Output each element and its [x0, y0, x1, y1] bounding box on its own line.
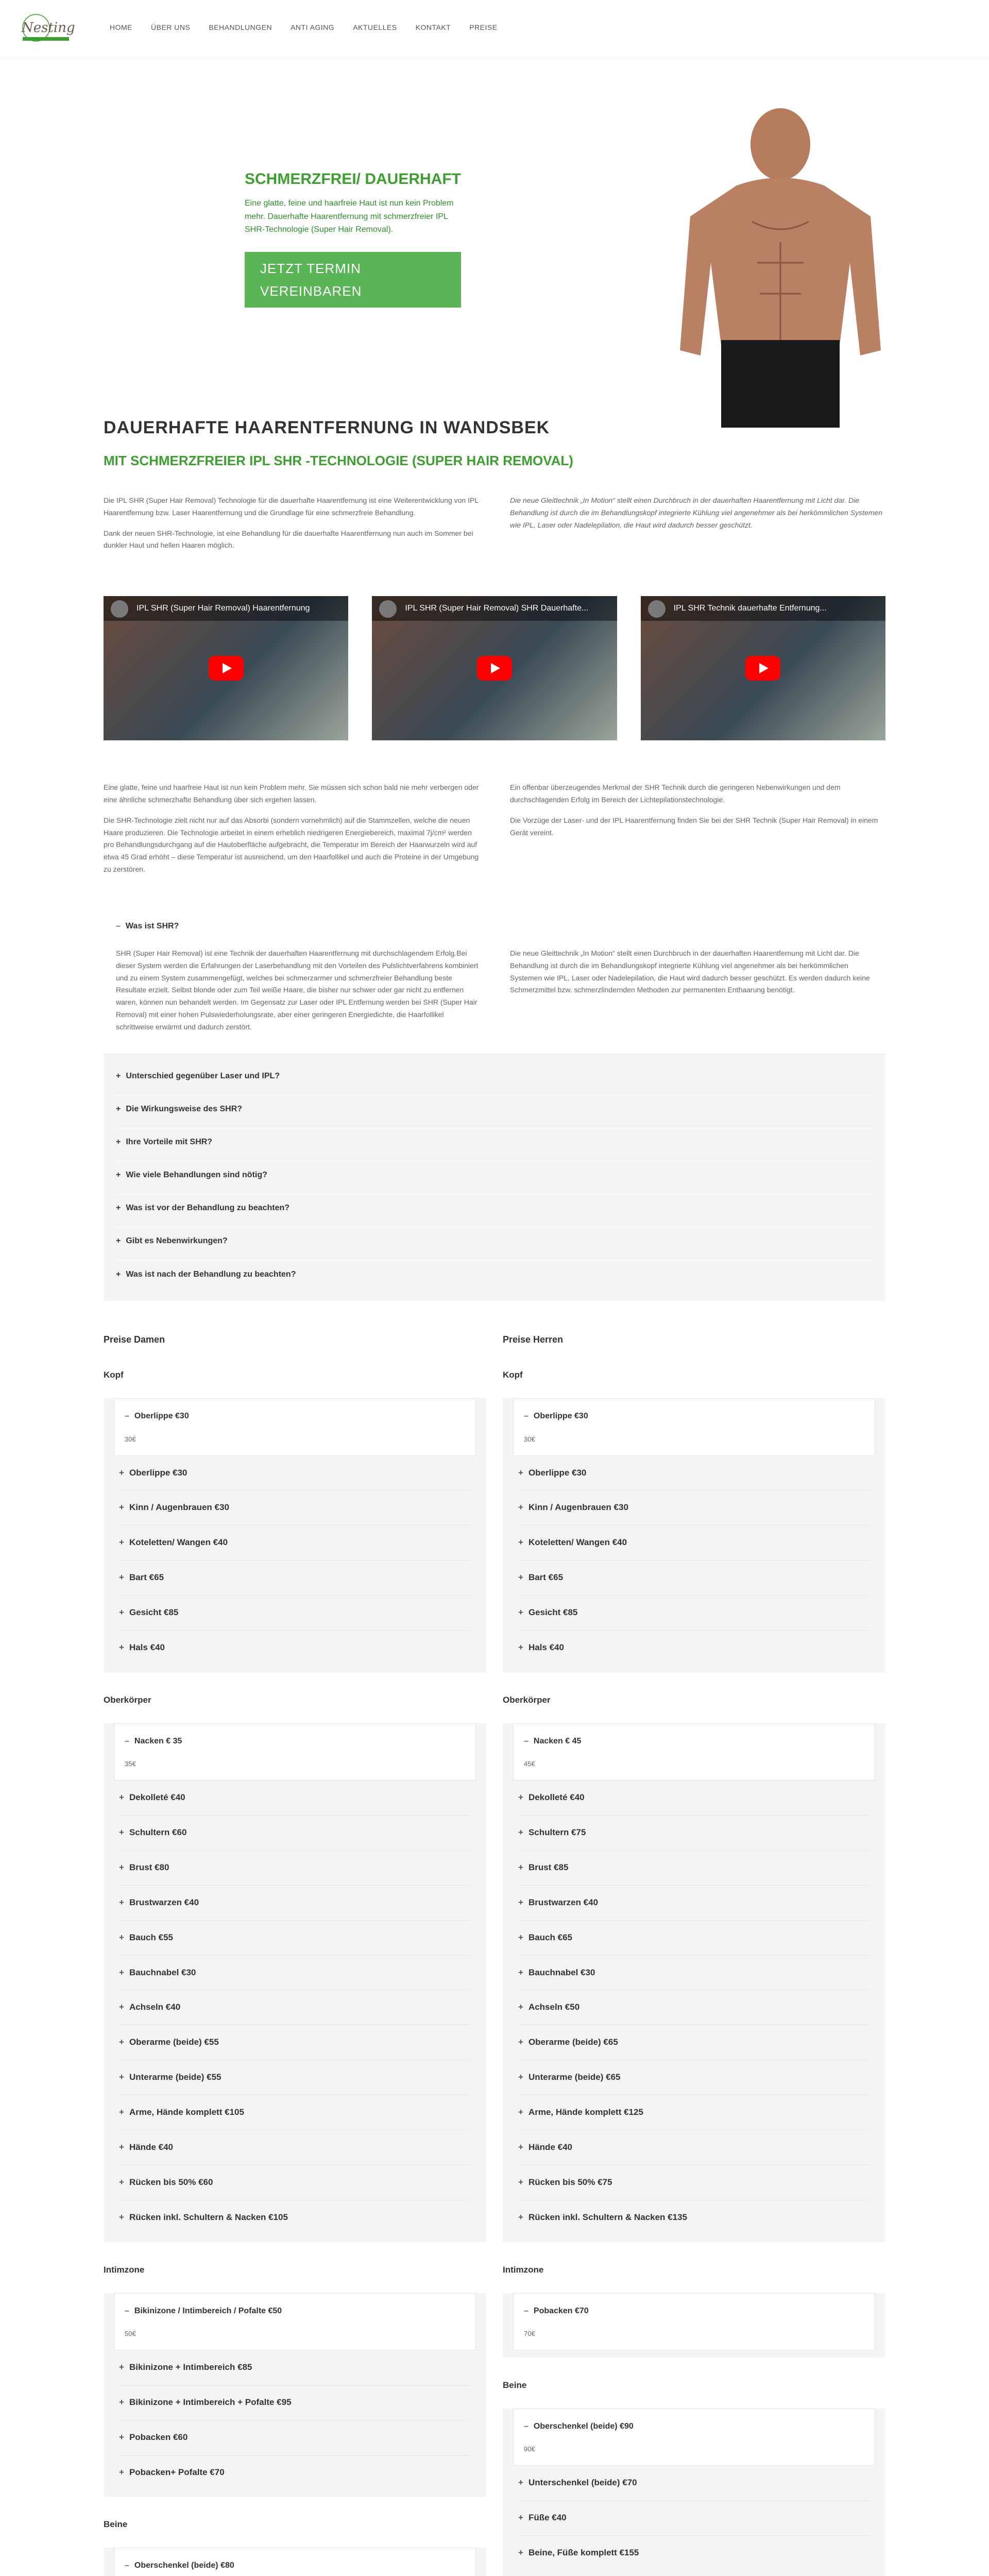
price-item-label: Schultern €60	[129, 1827, 187, 1837]
faq-open-item	[104, 910, 885, 1055]
price-item[interactable]	[518, 1816, 870, 1851]
faq-question: Was ist vor der Behandlung zu beachten?	[126, 1204, 290, 1213]
price-item[interactable]	[119, 1816, 471, 1851]
price-item-label: Koteletten/ Wangen €40	[528, 1537, 627, 1548]
price-section-title: Beine	[104, 2519, 128, 2530]
minus-icon: –	[125, 1412, 129, 1421]
faq-item[interactable]	[114, 1258, 875, 1291]
minus-icon: –	[116, 921, 121, 930]
plus-icon: +	[518, 1862, 523, 1872]
price-item-label: Rücken inkl. Schultern & Nacken €135	[528, 2212, 687, 2222]
price-item-label: Kinn / Augenbrauen €30	[129, 1502, 229, 1513]
faq-open-header[interactable]	[104, 910, 885, 942]
plus-icon: +	[119, 2037, 124, 2047]
price-item[interactable]	[518, 1456, 870, 1491]
price-item-label: Unterschenkel (beide) €70	[528, 2478, 637, 2488]
price-open-item	[114, 1398, 476, 1455]
price-item[interactable]	[119, 2420, 471, 2455]
logo-text: Nesting	[22, 20, 75, 36]
price-item-label: Oberlippe €30	[528, 1467, 587, 1478]
plus-icon: +	[119, 1827, 124, 1837]
price-item-label: Beine, Füße komplett €155	[528, 2547, 639, 2557]
faq-item[interactable]	[114, 1060, 875, 1093]
plus-icon: +	[119, 1502, 124, 1513]
plus-icon: +	[119, 1862, 124, 1872]
price-item[interactable]	[518, 2165, 870, 2200]
price-item-label: Achseln €40	[129, 2002, 181, 2012]
price-item-label: Bikinizone / Intimbereich / Pofalte €50	[134, 2306, 282, 2315]
plus-icon: +	[518, 2547, 523, 2557]
minus-icon: –	[524, 1412, 528, 1421]
price-open-item	[513, 1723, 875, 1781]
price-column-damen	[104, 1321, 486, 2576]
price-item[interactable]	[119, 1490, 471, 1526]
price-item-label: Bauchnabel €30	[129, 1967, 196, 1977]
price-item-label: Dekolleté €40	[129, 1792, 185, 1803]
book-appointment-button[interactable]: JETZT TERMIN VEREINBAREN	[245, 252, 461, 308]
price-accordion	[104, 2548, 486, 2576]
price-item[interactable]	[119, 1561, 471, 1596]
price-item[interactable]	[119, 2095, 471, 2130]
price-item[interactable]	[119, 1596, 471, 1631]
price-accordion	[503, 2409, 885, 2576]
price-item-label: Bikinizone + Intimbereich + Pofalte €95	[129, 2397, 292, 2407]
price-value: 50€	[125, 2329, 136, 2337]
plus-icon: +	[119, 1792, 124, 1803]
faq-item[interactable]	[114, 1159, 875, 1192]
price-item-label: Hals €40	[528, 1642, 564, 1653]
faq-accordion	[104, 910, 885, 1301]
plus-icon: +	[119, 1467, 124, 1478]
price-item[interactable]	[518, 1490, 870, 1526]
price-item-label: Füße €40	[528, 2512, 567, 2522]
plus-icon: +	[119, 2142, 124, 2153]
price-item-label: Unterarme (beide) €55	[129, 2072, 221, 2082]
faq-item[interactable]	[114, 1126, 875, 1159]
price-item[interactable]	[518, 2200, 870, 2235]
play-icon[interactable]	[477, 656, 512, 681]
price-item-label: Pobacken+ Pofalte €70	[129, 2467, 225, 2477]
price-open-header[interactable]	[514, 2409, 875, 2444]
menu-home[interactable]: HOME	[110, 23, 132, 31]
price-section-title: Intimzone	[104, 2264, 145, 2275]
price-item-label: Oberschenkel (beide) €90	[533, 2421, 634, 2431]
plus-icon: +	[116, 1171, 121, 1180]
price-item-label: Gesicht €85	[528, 1607, 578, 1618]
minus-icon: –	[125, 2561, 129, 2570]
minus-icon: –	[524, 1736, 528, 1745]
price-open-item	[513, 2293, 875, 2350]
menu-behandlungen[interactable]: BEHANDLUNGEN	[209, 23, 272, 31]
price-item[interactable]	[518, 2466, 870, 2501]
plus-icon: +	[116, 1204, 121, 1213]
price-item-label: Pobacken €70	[533, 2306, 589, 2315]
price-item[interactable]	[518, 1921, 870, 1956]
plus-icon: +	[518, 2107, 523, 2117]
price-item[interactable]	[518, 2060, 870, 2095]
minus-icon: –	[125, 1736, 129, 1745]
price-item-label: Bauchnabel €30	[528, 1967, 595, 1977]
youtube-video[interactable]	[372, 596, 617, 740]
faq-question: Was ist nach der Behandlung zu beachten?	[126, 1269, 296, 1279]
plus-icon: +	[119, 2072, 124, 2082]
plus-icon: +	[119, 2397, 124, 2407]
hero-section	[0, 57, 989, 376]
plus-icon: +	[116, 1071, 121, 1080]
video-title: IPL SHR (Super Hair Removal) Haarentfernung	[104, 596, 348, 621]
intro-paragraph: Die neue Gleittechnik „In Motion“ stellt einen Durchbruch in der dauerhaften Haarentfernung mit Licht dar. Die Behandlung ist durch die im Behandlungskopf integrierte Kühlung viel angenehmer als bei herkömmlichen Systemen wie IPL, Laser oder Nadelepilation, die Haut wird dadurch besser geschützt.	[510, 496, 882, 529]
faq-question: Die Wirkungsweise des SHR?	[126, 1104, 243, 1113]
price-item-label: Bart €65	[129, 1572, 164, 1583]
faq-item[interactable]	[114, 1225, 875, 1258]
plus-icon: +	[119, 2467, 124, 2477]
price-item[interactable]	[518, 1956, 870, 1991]
price-item[interactable]	[119, 1456, 471, 1491]
plus-icon: +	[518, 2478, 523, 2488]
youtube-video[interactable]	[641, 596, 885, 740]
price-item-label: Brust €80	[129, 1862, 169, 1872]
hero-title: SCHMERZFREI/ DAUERHAFT	[245, 171, 461, 188]
hero-description: Eine glatte, feine und haarfreie Haut ist nun kein Problem mehr. Dauerhafte Haarentfernung mit schmerzfreier IPL SHR-Technologie (Super Hair Removal).	[245, 199, 454, 234]
price-lists	[104, 1321, 885, 2576]
price-item[interactable]	[518, 2501, 870, 2536]
price-open-item	[114, 2293, 476, 2350]
price-open-header[interactable]	[514, 1399, 875, 1433]
plus-icon: +	[119, 1932, 124, 1942]
price-item[interactable]	[518, 1526, 870, 1561]
price-accordion	[104, 1398, 486, 1672]
price-item-label: Dekolleté €40	[528, 1792, 585, 1803]
price-item[interactable]	[119, 2385, 471, 2420]
price-item-label: Bauch €65	[528, 1932, 572, 1942]
price-item[interactable]	[119, 1921, 471, 1956]
price-item[interactable]	[518, 1561, 870, 1596]
price-item-label: Brust €85	[528, 1862, 569, 1872]
price-section-title: Oberkörper	[104, 1694, 151, 1705]
price-accordion	[503, 1723, 885, 2242]
price-item[interactable]	[518, 2095, 870, 2130]
price-item-label: Nacken € 35	[134, 1736, 182, 1745]
minus-icon: –	[524, 2306, 528, 2315]
play-icon[interactable]	[745, 656, 780, 681]
faq-item[interactable]	[114, 1192, 875, 1225]
price-item[interactable]	[119, 2060, 471, 2095]
price-open-item	[513, 1398, 875, 1455]
price-item-label: Koteletten/ Wangen €40	[129, 1537, 228, 1548]
price-item[interactable]	[518, 1631, 870, 1665]
plus-icon: +	[518, 1827, 523, 1837]
price-open-header[interactable]	[114, 1399, 475, 1433]
video-row	[104, 596, 885, 740]
plus-icon: +	[518, 1967, 523, 1977]
body-columns	[104, 782, 885, 884]
price-item-label: Bart €65	[528, 1572, 564, 1583]
price-accordion	[104, 2293, 486, 2497]
price-item-label: Gesicht €85	[129, 1607, 179, 1618]
body-paragraph: Eine glatte, feine und haarfreie Haut ist nun kein Problem mehr. Sie müssen sich schon bald nie mehr verbergen oder eine ähnliche schmerzhafte Behandlung über sich ergehen lassen.	[104, 783, 479, 804]
plus-icon: +	[518, 1792, 523, 1803]
menu-aktuelles[interactable]: AKTUELLES	[353, 23, 397, 31]
faq-question: Ihre Vorteile mit SHR?	[126, 1137, 213, 1146]
video-title: IPL SHR (Super Hair Removal) SHR Dauerhafte...	[372, 596, 617, 621]
price-section-title: Kopf	[104, 1370, 124, 1380]
faq-answer: SHR (Super Hair Removal) ist eine Technik der dauerhaften Haarentfernung mit durchschlagendem Erfolg.Bei dieser System werden die Erfahrungen der Laserbehandlung mit den Vorteilen des Pulslichtverfahrens kombiniert und zu einem System zusammengefügt, welches bei schmerzarmer und schmerzfreier Behandlung beste Resultate erzielt. Selbst blonde oder zum Teil weiße Haare, die bisher nur schwer oder gar nicht zu entfernen waren, können nun behandelt werden. Im Gegensatz zur Laser oder IPL Entfernung werden bei SHR (Super Hair Removal) mit einer hohen Pulswiederholungsrate, aber einer geringeren Energiedichte, die Haarfollikel schrittweise erwärmt und dadurch zerstört.	[116, 948, 479, 1031]
price-item-label: Bikinizone + Intimbereich €85	[129, 2362, 252, 2372]
price-item[interactable]	[119, 2025, 471, 2060]
price-section-title: Beine	[503, 2380, 527, 2390]
price-item[interactable]	[119, 2350, 471, 2385]
page-title: DAUERHAFTE HAARENTFERNUNG IN WANDSBEK	[104, 418, 550, 437]
price-accordion	[104, 1723, 486, 2242]
price-item[interactable]	[119, 2200, 471, 2235]
video-title: IPL SHR Technik dauerhafte Entfernung...	[641, 596, 885, 621]
plus-icon: +	[518, 1932, 523, 1942]
price-item-label: Arme, Hände komplett €105	[129, 2107, 244, 2117]
price-item-label: Oberschenkel (beide) €80	[134, 2561, 234, 2570]
body-paragraph: Die SHR-Technologie zielt nicht nur auf das Absorbi (sondern vornehmlich) auf die Stammzellen, welche die neuen Haare produzieren. Die Technologie arbeitet in einem erheblich niedrigeren Energiebereich, maximal 7j/cm² werden pro Behandlungsdurchgang auf die Hautoberfläche aufgebracht, die Temperatur im Bereich der Haarwurzeln wird auf etwa 45 Grad erhöht – diese Temperatur ist ausreichend, um den Haarfollikel und auch die Proteine in der Umgebung zu zerstören.	[104, 816, 479, 873]
price-item-label: Oberlippe €30	[129, 1467, 187, 1478]
youtube-video[interactable]	[104, 596, 348, 740]
body-paragraph: Die Vorzüge der Laser- und der IPL Haarentfernung finden Sie bei der SHR Technik (Super Hair Removal) in einem Gerät vereint.	[510, 816, 878, 837]
price-accordion	[503, 1398, 885, 1672]
plus-icon: +	[116, 1269, 121, 1279]
price-item-label: Oberlippe €30	[533, 1412, 588, 1421]
faq-question: Gibt es Nebenwirkungen?	[126, 1236, 228, 1246]
price-open-item	[114, 2548, 476, 2576]
plus-icon: +	[119, 2432, 124, 2442]
plus-icon: +	[518, 1502, 523, 1513]
plus-icon: +	[518, 2037, 523, 2047]
price-item-label: Achseln €50	[528, 2002, 580, 2012]
plus-icon: +	[119, 1642, 124, 1653]
intro-section	[104, 376, 885, 2576]
price-accordion	[503, 2293, 885, 2358]
price-open-item	[114, 1723, 476, 1781]
price-item[interactable]	[119, 2165, 471, 2200]
plus-icon: +	[116, 1236, 121, 1246]
intro-paragraph: Die IPL SHR (Super Hair Removal) Technologie für die dauerhafte Haarentfernung ist eine Weiterentwicklung von IPL Haarentfernung bzw. Laser Haarentfernung und die Grundlage für eine schmerzfreie Behandlung.	[104, 496, 479, 517]
price-item-label: Rücken bis 50% €75	[528, 2177, 612, 2187]
price-item-label: Schultern €75	[528, 1827, 586, 1837]
price-open-header[interactable]	[514, 2294, 875, 2328]
price-item-label: Bauch €55	[129, 1932, 173, 1942]
plus-icon: +	[119, 1537, 124, 1548]
faq-open-body	[104, 947, 885, 1054]
price-open-header[interactable]	[514, 1724, 875, 1758]
price-item[interactable]	[119, 2130, 471, 2165]
price-item[interactable]	[119, 1886, 471, 1921]
price-item-label: Unterarme (beide) €65	[528, 2072, 621, 2082]
price-item-label: Oberarme (beide) €65	[528, 2037, 618, 2047]
price-item[interactable]	[119, 1526, 471, 1561]
page-subtitle: MIT SCHMERZFREIER IPL SHR -TECHNOLOGIE (SUPER HAIR REMOVAL)	[104, 452, 573, 468]
minus-icon: –	[125, 2306, 129, 2315]
price-item-label: Hände €40	[528, 2142, 572, 2153]
menu-ueber-uns[interactable]: ÜBER UNS	[151, 23, 191, 31]
price-item[interactable]	[119, 1851, 471, 1886]
price-value: 45€	[524, 1760, 535, 1768]
faq-answer: Die neue Gleittechnik „In Motion“ stellt einen Durchbruch in der dauerhaften Haarentfernung mit Licht dar. Die Behandlung ist durch die im Behandlungskopf integrierte Kühlung viel angenehmer als bei herkömmlichen Systemen wie IPL, Laser oder Nadelepilation, die Haut wird dadurch besser geschützt. Es werden dadurch keine Schmerzmittel bzw. schmerzlindernden Methoden zur permanenten Enthaarung benötigt.	[510, 948, 870, 994]
price-item-label: Brustwarzen €40	[528, 1897, 599, 1907]
plus-icon: +	[518, 2212, 523, 2222]
price-item-label: Nacken € 45	[533, 1736, 582, 1745]
price-item[interactable]	[119, 1631, 471, 1665]
intro-paragraph: Dank der neuen SHR-Technologie, ist eine Behandlung für die dauerhafte Haarentfernung nun auch im Sommer bei dunkler Haut und hellen Haaren möglich.	[104, 529, 473, 550]
price-section-title: Intimzone	[503, 2264, 544, 2275]
price-open-header[interactable]	[114, 2294, 475, 2328]
menu-anti-aging[interactable]: ANTI AGING	[291, 23, 335, 31]
price-item[interactable]	[518, 2536, 870, 2570]
price-item[interactable]	[518, 1781, 870, 1816]
faq-item[interactable]	[114, 1093, 875, 1126]
plus-icon: +	[518, 2512, 523, 2522]
plus-icon: +	[119, 2362, 124, 2372]
price-item-label: Rücken inkl. Schultern & Nacken €105	[129, 2212, 288, 2222]
plus-icon: +	[518, 1607, 523, 1618]
price-item[interactable]	[119, 1956, 471, 1991]
price-open-header[interactable]	[114, 1724, 475, 1758]
plus-icon: +	[518, 1642, 523, 1653]
play-icon[interactable]	[209, 656, 244, 681]
price-open-header[interactable]	[114, 2548, 475, 2576]
price-value: 70€	[524, 2329, 535, 2337]
plus-icon: +	[119, 2002, 124, 2012]
price-item[interactable]	[518, 1990, 870, 2025]
plus-icon: +	[119, 1572, 124, 1583]
main-menu	[100, 22, 507, 34]
price-value: 35€	[125, 1760, 136, 1768]
plus-icon: +	[119, 1897, 124, 1907]
plus-icon: +	[518, 1537, 523, 1548]
top-navigation	[0, 0, 989, 57]
plus-icon: +	[518, 1897, 523, 1907]
price-item-label: Hals €40	[129, 1642, 165, 1653]
price-section-title: Kopf	[503, 1370, 523, 1380]
price-heading: Preise Herren	[503, 1334, 564, 1345]
plus-icon: +	[119, 1607, 124, 1618]
price-item-label: Oberarme (beide) €55	[129, 2037, 219, 2047]
price-item[interactable]	[518, 1886, 870, 1921]
plus-icon: +	[116, 1137, 121, 1146]
plus-icon: +	[119, 2107, 124, 2117]
price-item[interactable]	[518, 1851, 870, 1886]
plus-icon: +	[518, 2072, 523, 2082]
price-item-label: Rücken bis 50% €60	[129, 2177, 213, 2187]
price-item-label: Kinn / Augenbrauen €30	[528, 1502, 628, 1513]
plus-icon: +	[518, 2002, 523, 2012]
plus-icon: +	[119, 1967, 124, 1977]
menu-kontakt[interactable]: KONTAKT	[415, 23, 451, 31]
plus-icon: +	[116, 1104, 121, 1113]
price-value: 30€	[524, 1435, 535, 1443]
minus-icon: –	[524, 2421, 528, 2431]
price-item[interactable]	[119, 2455, 471, 2490]
intro-columns	[104, 495, 885, 560]
price-item-label: Pobacken €60	[129, 2432, 188, 2442]
price-heading: Preise Damen	[104, 1334, 165, 1345]
price-open-item	[513, 2409, 875, 2466]
plus-icon: +	[518, 1467, 523, 1478]
price-section-title: Oberkörper	[503, 1694, 551, 1705]
plus-icon: +	[518, 2177, 523, 2187]
price-value: 90€	[524, 2445, 535, 2453]
price-item-label: Oberlippe €30	[134, 1412, 189, 1421]
nesting-logo[interactable]	[15, 9, 77, 46]
plus-icon: +	[518, 2142, 523, 2153]
price-item[interactable]	[518, 1596, 870, 1631]
price-value: 30€	[125, 1435, 136, 1443]
price-item-label: Hände €40	[129, 2142, 173, 2153]
price-item-label: Arme, Hände komplett €125	[528, 2107, 643, 2117]
faq-question: Wie viele Behandlungen sind nötig?	[126, 1171, 267, 1180]
price-item[interactable]	[518, 2025, 870, 2060]
price-item[interactable]	[518, 2130, 870, 2165]
price-item-label: Brustwarzen €40	[129, 1897, 199, 1907]
plus-icon: +	[119, 2177, 124, 2187]
price-item[interactable]	[119, 1781, 471, 1816]
hero-text	[245, 170, 461, 308]
price-item[interactable]	[119, 1990, 471, 2025]
faq-title: Was ist SHR?	[125, 921, 179, 930]
plus-icon: +	[518, 1572, 523, 1583]
menu-preise[interactable]: PREISE	[469, 23, 498, 31]
body-paragraph: Ein offenbar überzeugendes Merkmal der SHR Technik durch die geringeren Nebenwirkungen und dem durchschlagenden Erfolg im Bereich der Lichtepilationstechnologie.	[510, 783, 841, 804]
faq-question: Unterschied gegenüber Laser und IPL?	[126, 1071, 280, 1080]
price-column-herren	[503, 1321, 885, 2576]
plus-icon: +	[119, 2212, 124, 2222]
